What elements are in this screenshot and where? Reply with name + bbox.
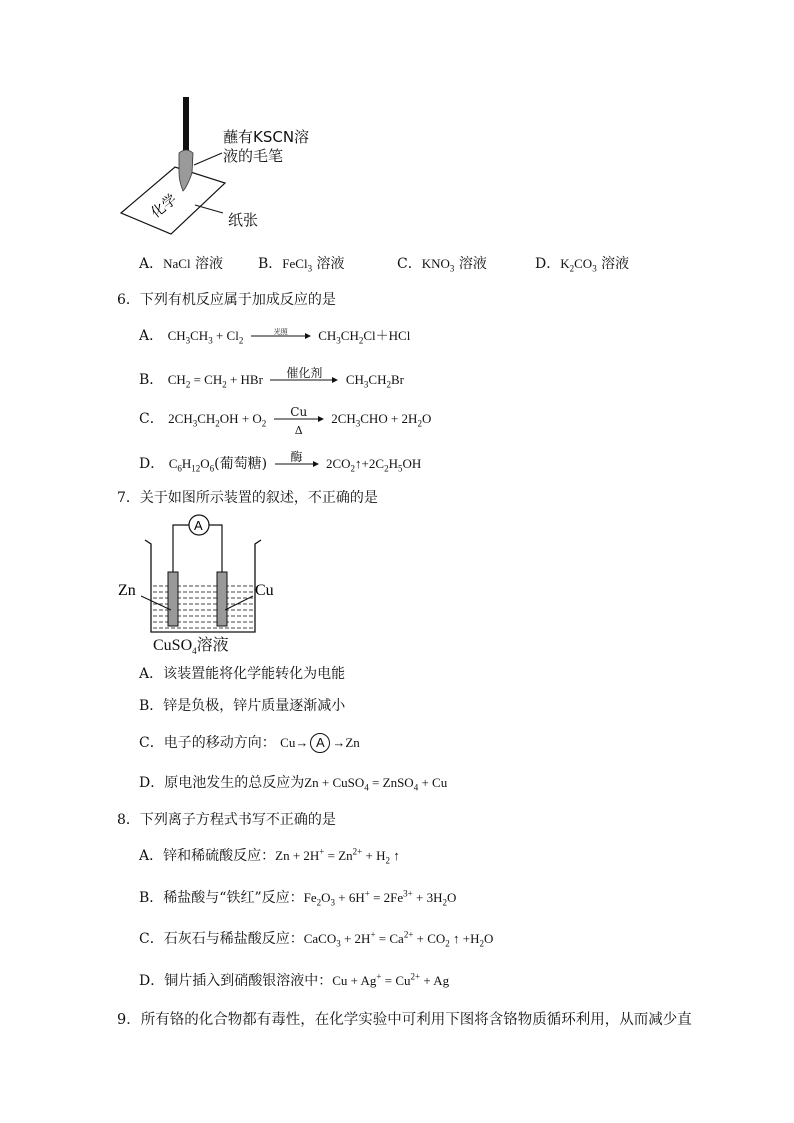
q6-option-c: C． $2CH_3CH_2OH + O_2$ Cu Δ $2CH_3CHO + 2H_2O$ xyxy=(139,405,432,437)
cu-electrode xyxy=(217,572,227,626)
q8-option-b: B．稀盐酸与“铁红”反应：$Fe_2O_3 + 6H^+ = 2Fe^{3+} + 3H_2O$ xyxy=(139,888,457,908)
q5-option-c: C．$KNO_3$ 溶液 xyxy=(397,256,487,274)
q9-stem: 9．所有铬的化合物都有毒性，在化学实验中可利用下图将含铬物质循环利用，从而减少直 xyxy=(117,1012,692,1028)
brush-label: 蘸有KSCN溶 液的毛笔 xyxy=(223,128,310,165)
q5-option-b: B．FeCl$_3$ 溶液 xyxy=(258,256,345,274)
q7-stem: 7．关于如图所示装置的叙述，不正确的是 xyxy=(117,490,378,506)
q8-option-a: A．锌和稀硫酸反应：$Zn + 2H^+ = Zn^{2+} + H_2$ ↑ xyxy=(139,846,400,866)
brush-tip xyxy=(179,150,193,191)
q5-option-d: D．$K_2CO_3$ 溶液 xyxy=(535,256,630,274)
q8-option-d: D．铜片插入到硝酸银溶液中：$Cu + Ag^+ = Cu^{2+} + Ag$ xyxy=(139,971,450,989)
zn-electrode xyxy=(168,572,178,626)
paper-text: 化学 xyxy=(148,191,181,222)
q6-option-d: D． $C_6H_{12}O_6$(葡萄糖) 酶 $2CO_2↑+2C_2H_5OH$ xyxy=(139,450,422,474)
paper-label: 纸张 xyxy=(228,211,259,229)
zn-label: Zn xyxy=(118,582,136,599)
q6-option-b: B． $CH_2 = CH_2$ + HBr 催化剂 $CH_3CH_2Br$ xyxy=(139,366,404,390)
q7-option-d: D．原电池发生的总反应为Zn + CuSO$_4$ = ZnSO$_4$ + Cu xyxy=(139,775,448,793)
q7-option-a: A．该装置能将化学能转化为电能 xyxy=(139,666,346,682)
cu-label: Cu xyxy=(255,582,274,599)
q8-stem: 8．下列离子方程式书写不正确的是 xyxy=(117,812,336,828)
q8-option-c: C．石灰石与稀盐酸反应：CaCO$_3$ + $2H^+ = Ca^{2+} + CO_2$ ↑ $+H_2O$ xyxy=(139,929,494,949)
q5-option-a: A．NaCl 溶液 xyxy=(139,256,224,272)
brush-stick xyxy=(183,97,189,153)
brush-paper-figure xyxy=(115,95,345,255)
q6-stem: 6．下列有机反应属于加成反应的是 xyxy=(117,292,336,308)
q6-option-a: A． $CH_3CH_3 + Cl_2$ 光照 $CH_3CH_2Cl+HCl$ xyxy=(139,328,411,346)
cuso4-label: CuSO$_4$溶液 xyxy=(153,637,229,657)
q7-option-c: C．电子的移动方向： Cu→ A →Zn xyxy=(139,735,360,751)
q7-option-b: B．锌是负极，锌片质量逐渐减小 xyxy=(139,698,346,714)
ammeter-label: A xyxy=(194,518,203,533)
